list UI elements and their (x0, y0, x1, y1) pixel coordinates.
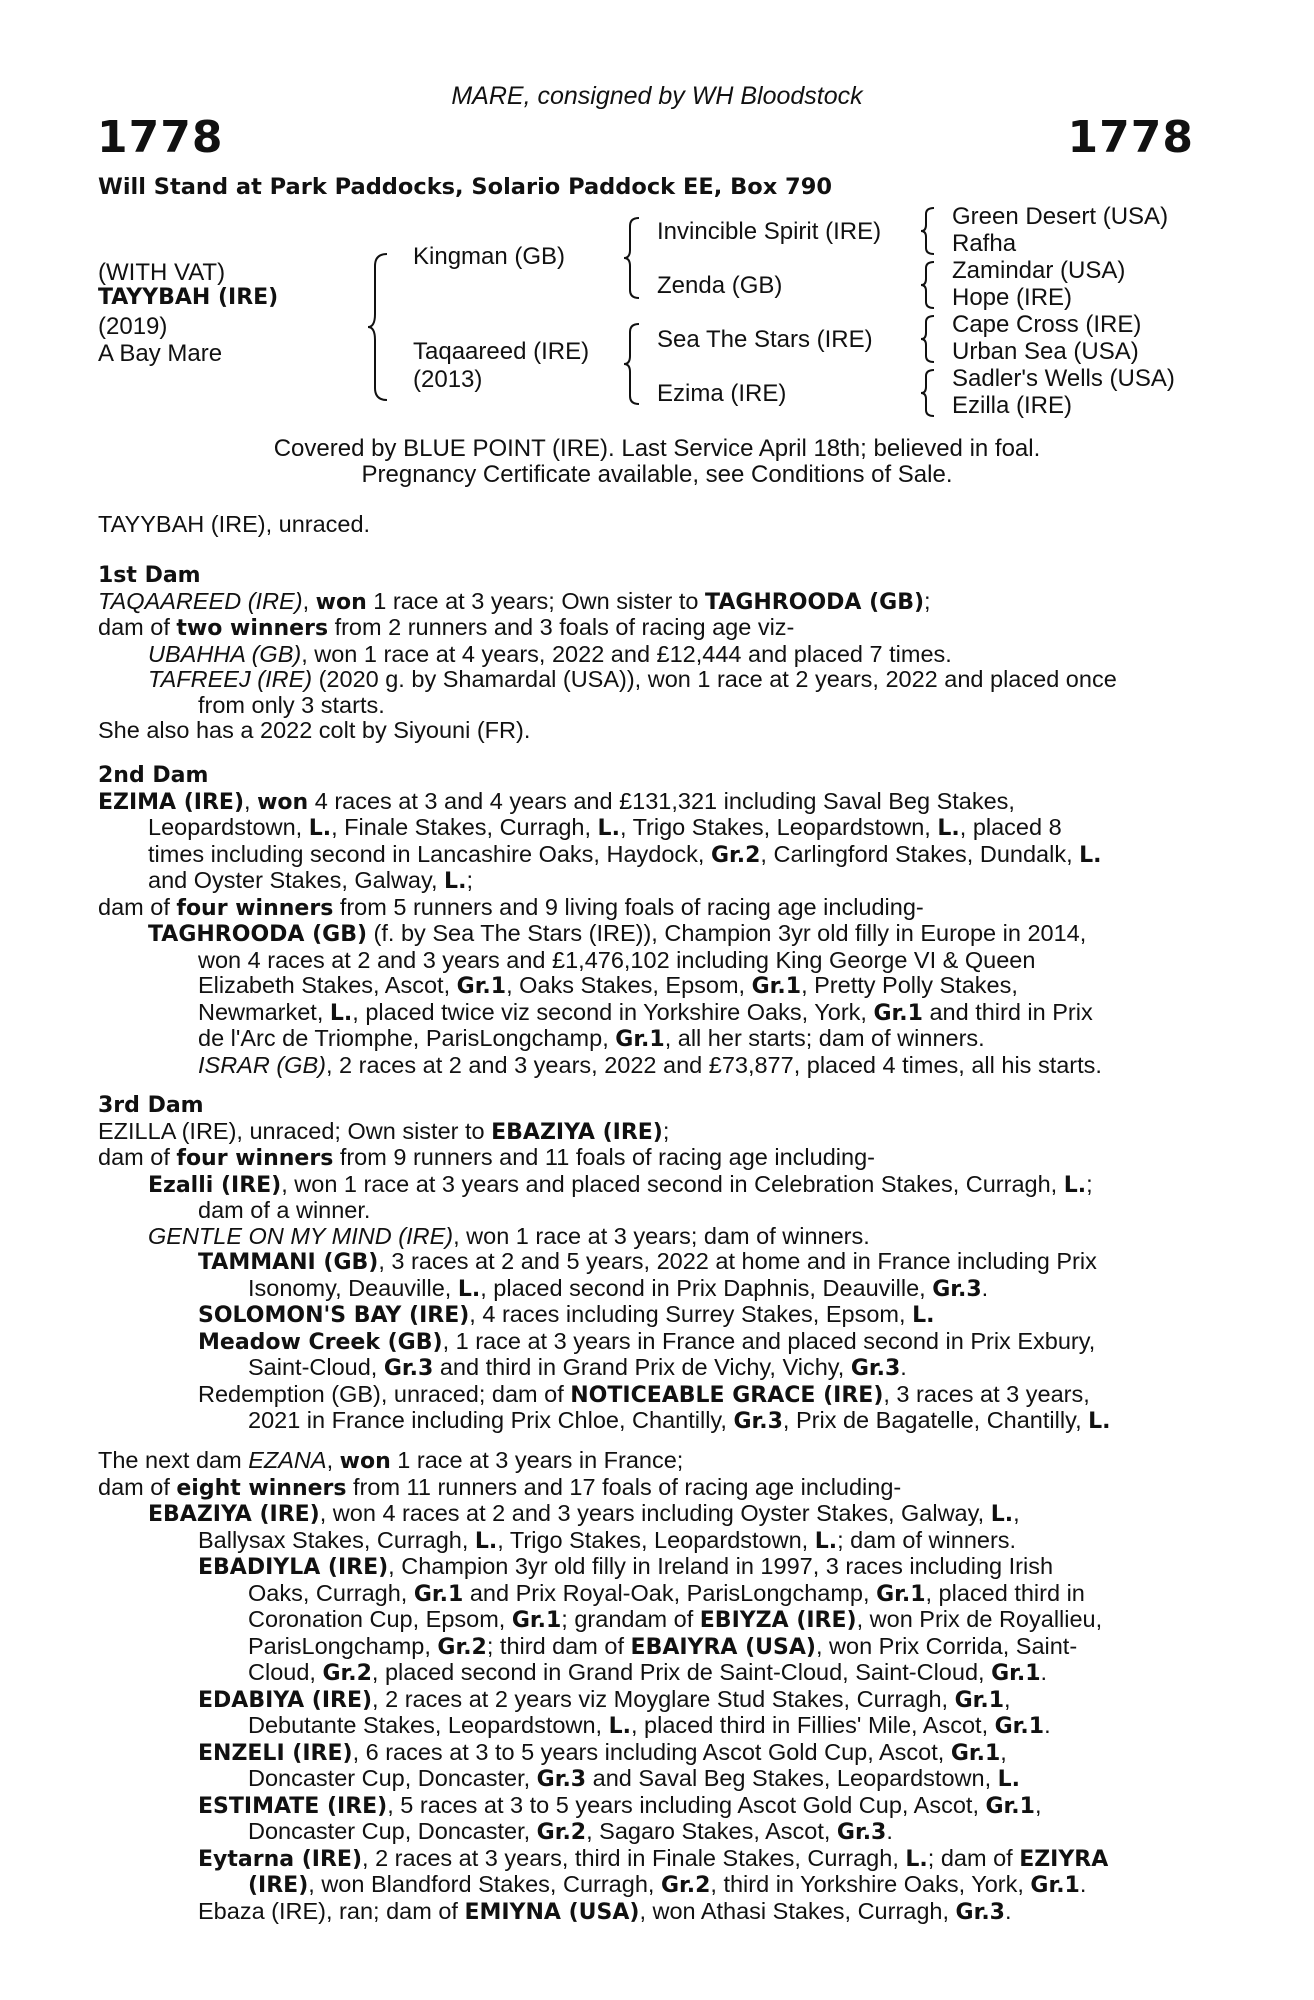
text-line: ParisLongchamp, Gr.2; third dam of EBAIYRA (USA), won Prix Corrida, Saint- (248, 1632, 1078, 1660)
intro-line: TAYYBAH (IRE), unraced. (98, 511, 371, 537)
text-line: EZILLA (IRE), unraced; Own sister to EBAZIYA (IRE); (98, 1117, 670, 1145)
text-line: Saint-Cloud, Gr.3 and third in Grand Prix de Vichy, Vichy, Gr.3. (248, 1354, 907, 1381)
text-line: ESTIMATE (IRE), 5 races at 3 to 5 years including Ascot Gold Cup, Ascot, Gr.1, (198, 1791, 1042, 1819)
text-line: TAMMANI (GB), 3 races at 2 and 5 years, 2022 at home and in France including Prix (198, 1248, 1097, 1275)
sire-sire: Invincible Spirit (IRE) (657, 218, 882, 245)
section-heading: 1st Dam (98, 563, 201, 588)
text-line: TAQAAREED (IRE), won 1 race at 3 years; Own sister to TAGHROODA (GB); (98, 587, 931, 615)
text-line: Oaks, Curragh, Gr.1 and Prix Royal-Oak, ParisLongchamp, Gr.1, placed third in (248, 1579, 1085, 1607)
text-line: dam of two winners from 2 runners and 3 foals of racing age viz- (98, 614, 795, 641)
horse-name: TAYYBAH (IRE) (98, 285, 279, 310)
text-line: Cloud, Gr.2, placed second in Grand Prix de Saint-Cloud, Saint-Cloud, Gr.1. (248, 1659, 1048, 1686)
text-line: dam of four winners from 5 runners and 9 living foals of racing age including- (98, 893, 924, 921)
text-line: Isonomy, Deauville, L., placed second in Prix Daphnis, Deauville, Gr.3. (248, 1274, 989, 1302)
text-line: Redemption (GB), unraced; dam of NOTICEABLE GRACE (IRE), 3 races at 3 years, (198, 1380, 1090, 1408)
next-dam-section (98, 1448, 1198, 1925)
vat-note: (WITH VAT) (98, 259, 226, 286)
sire-sire-sire: Green Desert (USA) (952, 203, 1169, 230)
covered-line: Covered by BLUE POINT (IRE). Last Service April 18th; believed in foal. (273, 435, 1041, 462)
text-line: from only 3 starts. (198, 691, 385, 718)
text-line: She also has a 2022 colt by Siyouni (FR). (98, 717, 531, 743)
horse-description: A Bay Mare (98, 340, 223, 367)
pregnancy-line: Pregnancy Certificate available, see Conditions of Sale. (361, 461, 953, 488)
text-line: TAFREEJ (IRE) (2020 g. by Shamardal (USA)), won 1 race at 2 years, 2022 and placed once (148, 666, 1117, 692)
text-line: (IRE), won Blandford Stakes, Curragh, Gr.2, third in Yorkshire Oaks, York, Gr.1. (248, 1871, 1087, 1898)
text-line: dam of a winner. (198, 1197, 371, 1223)
text-line: and Oyster Stakes, Galway, L.; (148, 867, 473, 894)
text-line: Meadow Creek (GB), 1 race at 3 years in France and placed second in Prix Exbury, (198, 1327, 1096, 1355)
brace-icon (367, 252, 389, 402)
text-line: Leopardstown, L., Finale Stakes, Curragh, L., Trigo Stakes, Leopardstown, L., placed 8 (148, 814, 1062, 841)
dam-name: Taqaareed (IRE) (413, 338, 590, 365)
text-line: EBAZIYA (IRE), won 4 races at 2 and 3 years including Oyster Stakes, Galway, L., (148, 1500, 1020, 1527)
sire-dam: Zenda (GB) (657, 272, 783, 299)
first-dam-section (98, 563, 1198, 744)
text-line: Doncaster Cup, Doncaster, Gr.3 and Saval Beg Stakes, Leopardstown, L. (248, 1765, 1021, 1792)
text-line: EBADIYLA (IRE), Champion 3yr old filly in Ireland in 1997, 3 races including Irish (198, 1553, 1054, 1580)
brace-icon (920, 206, 936, 256)
text-line: GENTLE ON MY MIND (IRE), won 1 race at 3 years; dam of winners. (148, 1222, 870, 1249)
text-line: Doncaster Cup, Doncaster, Gr.2, Sagaro Stakes, Ascot, Gr.3. (248, 1818, 893, 1845)
brace-icon (920, 260, 936, 310)
stand-location: Will Stand at Park Paddocks, Solario Paddock EE, Box 790 (98, 174, 833, 200)
text-line: 2021 in France including Prix Chloe, Chantilly, Gr.3, Prix de Bagatelle, Chantilly, L. (248, 1407, 1111, 1434)
sire-name: Kingman (GB) (413, 243, 566, 270)
text-line: EDABIYA (IRE), 2 races at 2 years viz Moyglare Stud Stakes, Curragh, Gr.1, (198, 1685, 1011, 1713)
text-line: won 4 races at 2 and 3 years and £1,476,102 including King George VI & Queen (198, 946, 1036, 973)
brace-icon (920, 368, 936, 418)
lot-number-right: 1778 (1067, 112, 1194, 163)
text-line: ISRAR (GB), 2 races at 2 and 3 years, 2022 and £73,877, placed 4 times, all his starts. (198, 1051, 1102, 1078)
text-line: dam of eight winners from 11 runners and 17 foals of racing age including- (98, 1473, 902, 1501)
brace-icon (623, 322, 641, 406)
text-line: Ezalli (IRE), won 1 race at 3 years and placed second in Celebration Stakes, Curragh, L.; (148, 1170, 1093, 1198)
sire-dam-sire: Zamindar (USA) (952, 257, 1126, 284)
dam-dam: Ezima (IRE) (657, 380, 787, 407)
dam-sire-dam: Urban Sea (USA) (952, 338, 1139, 365)
text-line: Newmarket, L., placed twice viz second in Yorkshire Oaks, York, Gr.1 and third in Prix (198, 998, 1093, 1026)
sire-sire-dam: Rafha (952, 230, 1017, 257)
dam-sire: Sea The Stars (IRE) (657, 326, 873, 353)
text-line: UBAHHA (GB), won 1 race at 4 years, 2022 and £12,444 and placed 7 times. (148, 640, 952, 667)
section-heading: 2nd Dam (98, 763, 209, 788)
brace-icon (920, 314, 936, 364)
text-line: The next dam EZANA, won 1 race at 3 years in France; (98, 1447, 684, 1474)
text-line: Coronation Cup, Epsom, Gr.1; grandam of EBIYZA (IRE), won Prix de Royallieu, (248, 1606, 1103, 1633)
dam-year: (2013) (413, 366, 483, 393)
horse-year: (2019) (98, 313, 168, 340)
text-line: dam of four winners from 9 runners and 11 foals of racing age including- (98, 1144, 875, 1171)
text-line: Eytarna (IRE), 2 races at 3 years, third in Finale Stakes, Curragh, L.; dam of EZIYRA (198, 1844, 1109, 1872)
text-line: EZIMA (IRE), won 4 races at 3 and 4 years and £131,321 including Saval Beg Stakes, (98, 787, 1015, 815)
brace-icon (623, 216, 641, 300)
text-line: Debutante Stakes, Leopardstown, L., placed third in Fillies' Mile, Ascot, Gr.1. (248, 1712, 1051, 1739)
text-line: Ebaza (IRE), ran; dam of EMIYNA (USA), won Athasi Stakes, Curragh, Gr.3. (198, 1897, 1012, 1925)
lot-number-left: 1778 (97, 112, 224, 163)
dam-sire-sire: Cape Cross (IRE) (952, 311, 1142, 338)
text-line: Elizabeth Stakes, Ascot, Gr.1, Oaks Stakes, Epsom, Gr.1, Pretty Polly Stakes, (198, 972, 1018, 999)
second-dam-section (98, 763, 1198, 1078)
sire-dam-dam: Hope (IRE) (952, 284, 1073, 311)
consignment-line: MARE, consigned by WH Bloodstock (451, 82, 863, 110)
dam-dam-sire: Sadler's Wells (USA) (952, 365, 1175, 392)
dam-dam-dam: Ezilla (IRE) (952, 392, 1073, 419)
section-heading: 3rd Dam (98, 1093, 204, 1118)
text-line: ENZELI (IRE), 6 races at 3 to 5 years including Ascot Gold Cup, Ascot, Gr.1, (198, 1738, 1007, 1766)
third-dam-section (98, 1093, 1198, 1435)
text-line: TAGHROODA (GB) (f. by Sea The Stars (IRE)), Champion 3yr old filly in Europe in 2014, (148, 920, 1087, 947)
text-line: SOLOMON'S BAY (IRE), 4 races including Surrey Stakes, Epsom, L. (198, 1301, 935, 1328)
text-line: Ballysax Stakes, Curragh, L., Trigo Stakes, Leopardstown, L.; dam of winners. (198, 1526, 1017, 1554)
text-line: times including second in Lancashire Oaks, Haydock, Gr.2, Carlingford Stakes, Dundalk, L. (148, 840, 1102, 868)
text-line: de l'Arc de Triomphe, ParisLongchamp, Gr.1, all her starts; dam of winners. (198, 1025, 985, 1052)
